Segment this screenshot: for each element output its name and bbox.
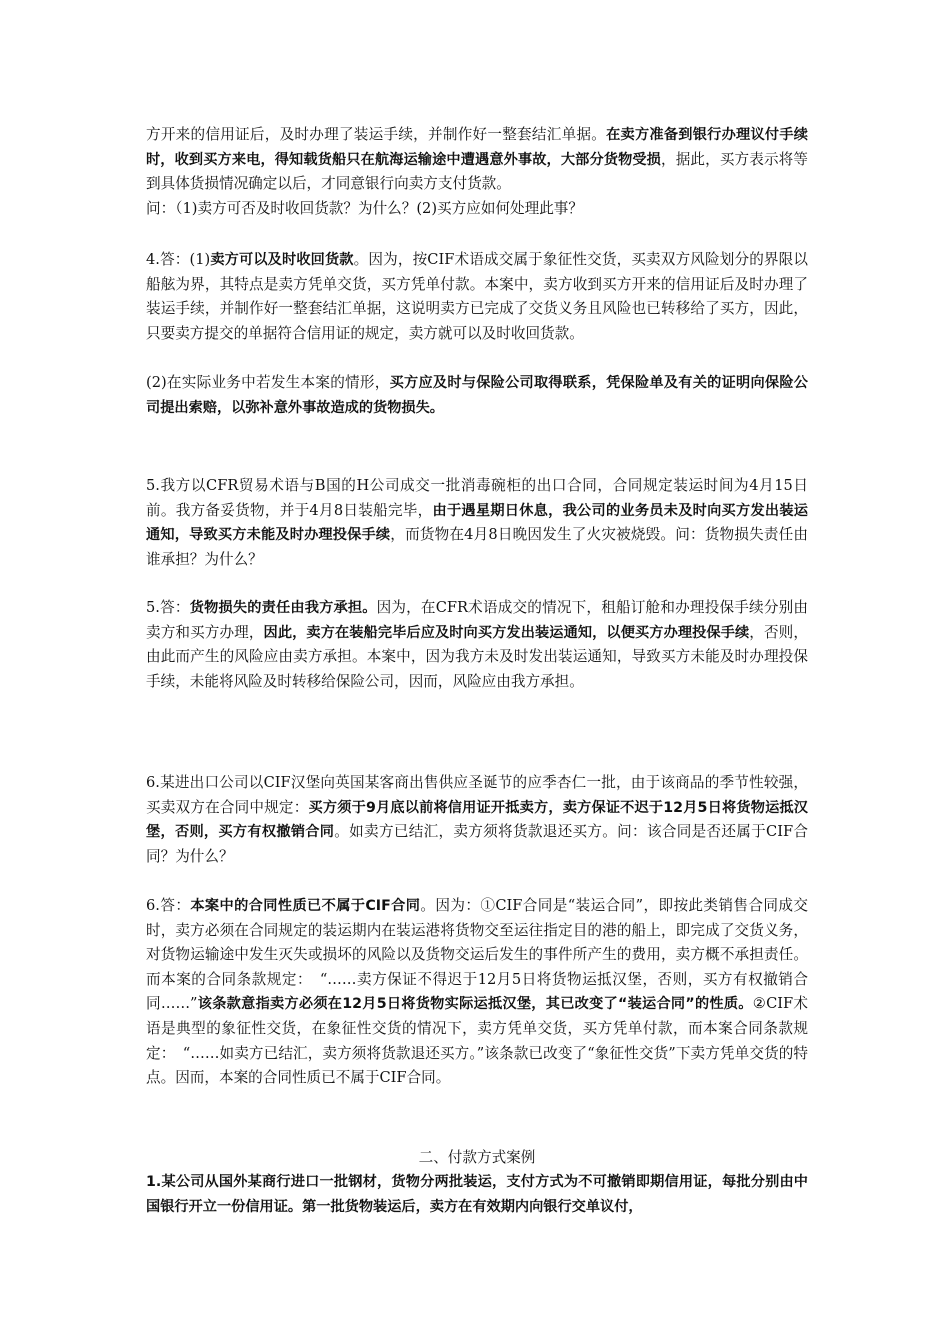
case6-segment-0: 6.某进出口公司以CIF汉堡向英国某客商出售供应圣诞节的应季杏仁一批，由于该商品的季节性较强，买卖双方在合同中规定： [146,774,808,816]
case5-segment-2: ，而货物在4月8日晚因发生了火灾被烧毁。问：货物损失责任由谁承担？为什么？ [146,526,808,568]
case3-question-segment-0: 问：（1)卖方可否及时收回货款？为什么？(2)买方应如何处理此事？ [146,200,583,217]
case5-paragraph [146,474,808,572]
case3-end-segment-2: ，据此，买方表示将等到具体货损情况确定以后，才同意银行向卖方支付货款。 [146,150,808,193]
answer4-part1-segment-0: 4.答：(1) [146,251,211,268]
answer4-part1-segment-2: 。因为，按CIF术语成交属于象征性交货，买卖双方风险划分的界限以船舷为界，其特点是卖方凭单交货，买方凭单付款。本案中，卖方收到买方开来的信用证后及时办理了装运手续，并制作好一整套结汇单据，这说明卖方已完成了交货义务且风险也已转移给了买方，因此，只要卖方提交的单据符合信用证的规定，卖方就可以及时收回货款。 [146,251,808,342]
answer5-segment-0: 5.答： [146,599,190,616]
answer4-part1-segment-1: 卖方可以及时收回货款 [210,252,354,268]
answer4-part2-paragraph [146,371,808,420]
case3-end-segment-1: 在卖方准备到银行办理议付手续时，收到买方来电，得知载货船只在航海运输途中遭遇意外事故，大部分货物受损 [146,127,808,168]
answer5-segment-2: 因为，在CFR术语成交的情况下，租船订舱和办理投保手续分别由卖方和买方办理， [146,599,808,641]
answer6-segment-2: 。因为：①CIF合同是“装运合同”，即按此类销售合同成交时，卖方必须在合同规定的装运期内在装运港将货物交至运往指定目的港的船上，即完成了交货义务，对货物运输途中发生灭失或损坏的风险以及货物交运后发生的事件所产生的费用，卖方概不承担责任。而本案的合同条款规定： “……卖方保证不得迟于12月5日将货物运抵汉堡，否则，买方有权撤销合同……” [146,897,808,1013]
case3-end-segment-0: 方开来的信用证后，及时办理了装运手续，并制作好一整套结汇单据。 [146,126,607,143]
answer6-segment-0: 6.答： [146,897,191,914]
answer6-segment-1: 本案中的合同性质已不属于CIF合同 [190,898,421,914]
case3-end-paragraph [146,123,808,197]
case5-segment-0: 5.我方以CFR贸易术语与B国的H公司成交一批消毒碗柜的出口合同，合同规定装运时间为4月15日前。我方备妥货物，并于4月8日装船完毕， [146,477,808,519]
payment-case1-paragraph: 1.某公司从国外某商行进口一批钢材，货物分两批装运，支付方式为不可撤销即期信用证，每批分别由中国银行开立一份信用证。第一批货物装运后，卖方在有效期内向银行交单议付， [146,1174,808,1215]
case6-segment-2: 。如卖方已结汇，卖方须将货款退还买方。问：该合同是否还属于CIF合同？为什么？ [146,823,808,865]
answer5-paragraph [146,596,808,694]
case6-segment-1: 买方须于9月底以前将信用证开抵卖方，卖方保证不迟于12月5日将货物运抵汉堡，否则，买方有权撤销合同 [146,799,808,841]
answer6-segment-4: ②CIF术语是典型的象征性交货，在象征性交货的情况下，卖方凭单交货，买方凭单付款，而本案合同条款规定： “……如卖方已结汇，卖方须将货款退还买方。”该条款已改变了“象征性交货”下卖方凭单交货的特点。因而，本案的合同性质已不属于CIF合同。 [146,995,809,1087]
answer5-segment-4: ，否则，由此而产生的风险应由卖方承担。本案中，因为我方未及时发出装运通知，导致买方未能及时办理投保手续，未能将风险及时转移给保险公司，因而，风险应由我方承担。 [146,623,808,690]
case5-segment-1: 由于遇星期日休息，我公司的业务员未及时向买方发出装运通知，导致买方未能及时办理投保手续 [146,502,808,544]
answer4-part2-segment-1: 买方应及时与保险公司取得联系，凭保险单及有关的证明向保险公司提出索赔，以弥补意外事故造成的货物损失。 [146,375,808,416]
answer6-segment-3: 该条款意指卖方必须在12月5日将货物实际运抵汉堡，其已改变了“装运合同”的性质。 [197,996,753,1013]
case3-question-paragraph [146,197,808,222]
section-heading-payment: 二、付款方式案例 [418,1149,536,1166]
answer4-part2-segment-0: (2)在实际业务中若发生本案的情形， [146,374,390,391]
answer4-part1-paragraph [146,248,808,346]
answer5-segment-1: 货物损失的责任由我方承担。 [189,600,377,616]
case6-paragraph [146,771,808,869]
answer5-segment-3: 因此，卖方在装船完毕后应及时向买方发出装运通知，以便买方办理投保手续 [263,624,750,641]
answer6-paragraph [146,894,808,1091]
